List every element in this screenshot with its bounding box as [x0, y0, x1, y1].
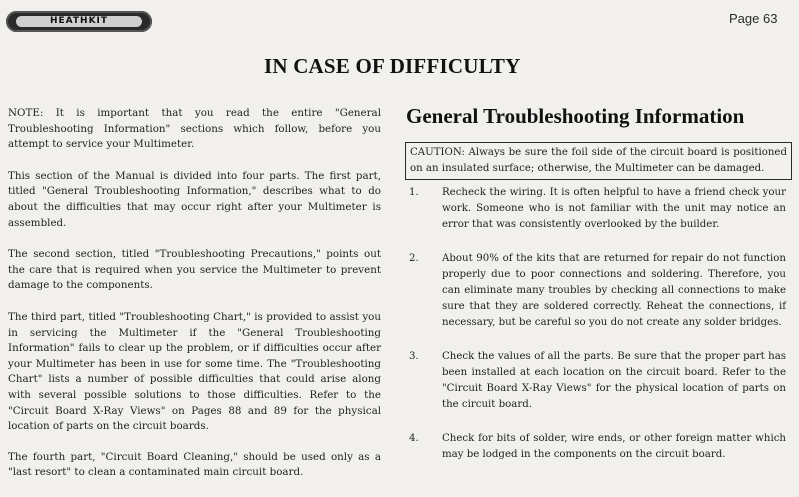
step-text: Check for bits of solder, wire ends, or other foreign matter which may be lodged in the components on the circuit board. [442, 433, 786, 460]
logo-text: HEATHKIT [49, 16, 109, 26]
step-number: 1. [409, 187, 419, 198]
section-overview-paragraph: This section of the Manual is divided into four parts. The first part, titled "General Troubleshooting Information," describes what to do about the difficulties that may occur right after your Multimeter is assembled. [8, 169, 381, 229]
step-text: About 90% of the kits that are returned for repair do not function properly due to poor connections and soldering. Therefore, you can eliminate many troubles by checking all connections to make sure that they are soldered correctly. Reheat the connections, if necessary, but be careful so you do not create any solder bridges. [442, 253, 786, 328]
step-item [406, 185, 786, 233]
step-item [406, 349, 786, 413]
step-item [406, 251, 786, 331]
step-number: 2. [409, 253, 419, 264]
step-number: 3. [409, 351, 419, 362]
heathkit-logo [6, 11, 152, 32]
page-number: Page 63 [729, 11, 778, 26]
step-number: 4. [409, 433, 419, 444]
step-text: Check the values of all the parts. Be sure that the proper part has been installed at each location on the circuit board. Refer to the "Circuit Board X-Ray Views" for the physical location of parts on the circuit board. [442, 351, 786, 410]
second-section-paragraph: The second section, titled "Troubleshooting Precautions," points out the care that is required when you service the Multimeter to prevent damage to the components. [8, 248, 381, 292]
logo-badge [16, 16, 142, 27]
note-paragraph: NOTE: It is important that you read the entire "General Troubleshooting Information" sections which follow, before you attempt to service your Multimeter. [8, 107, 381, 151]
caution-box: CAUTION: Always be sure the foil side of the circuit board is positioned on an insulated surface; otherwise, the Multimeter can be damaged. [405, 142, 792, 180]
step-text: Recheck the wiring. It is often helpful to have a friend check your work. Someone who is not familiar with the unit may notice an error that was consistently overlooked by the builder. [442, 187, 786, 230]
page-title: IN CASE OF DIFFICULTY [264, 54, 521, 78]
section-title: General Troubleshooting Information [406, 104, 745, 128]
fourth-part-paragraph: The fourth part, "Circuit Board Cleaning," should be used only as a "last resort" to clean a contaminated main circuit board. [8, 450, 381, 479]
third-part-paragraph: The third part, titled "Troubleshooting Chart," is provided to assist you in servicing the Multimeter if the "General Troubleshooting Information" fails to clear up the problem, or if difficulties occur after your Multimeter has been in use for some time. The "Troubleshooting Chart" lists a number of possible difficulties that could arise along with several possible solutions to those difficulties. Refer to the "Circuit Board X-Ray Views" on Pages 88 and 89 for the physical location of parts on the circuit boards. [8, 310, 381, 433]
step-item [406, 431, 786, 463]
troubleshooting-steps [406, 185, 786, 481]
left-column [8, 106, 381, 497]
